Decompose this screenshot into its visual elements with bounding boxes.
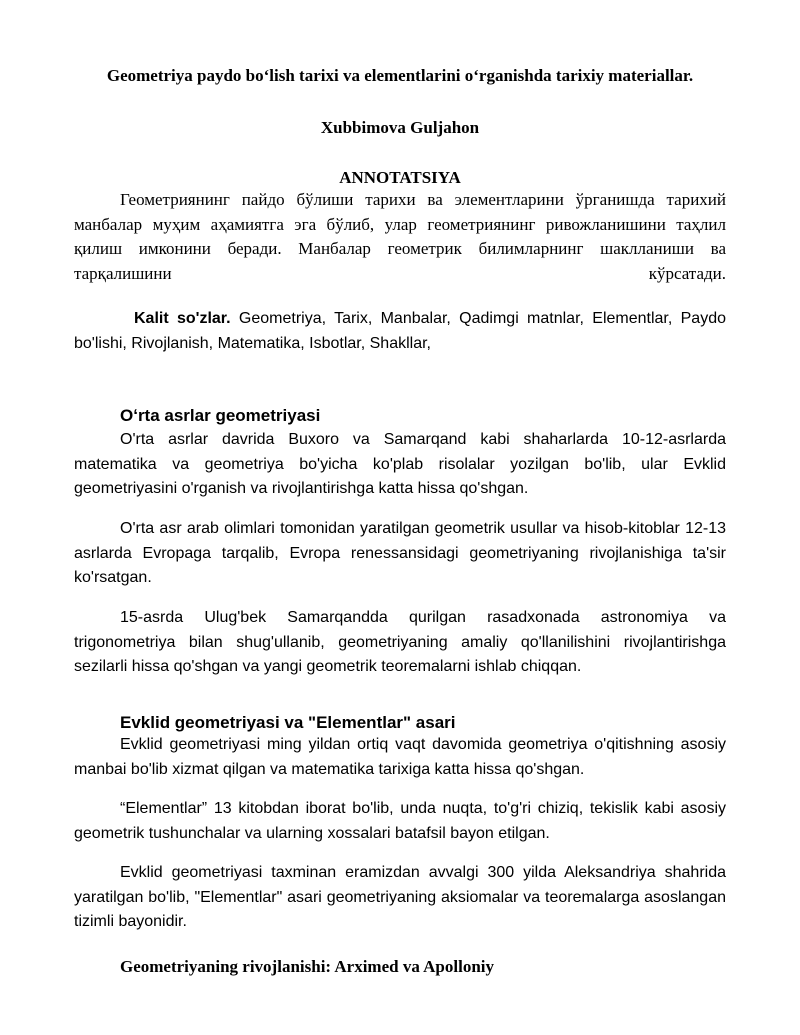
paragraph: O'rta asr arab olimlari tomonidan yaratilgan geometrik usullar va hisob-kitoblar 12-13 asrlarda Evropaga tarqalib, Evropa renessansidagi geometriyaning rivojlanishiga ta'sir ko'rsatgan. <box>74 520 726 586</box>
paragraph: Evklid geometriyasi ming yildan ortiq vaqt davomida geometriya o'qitishning asosiy manbai bo'lib xizmat qilgan va matematika tarixiga katta hissa qo'shgan. <box>74 736 726 778</box>
document-title: Geometriya paydo boʻlish tarixi va elementlarini oʻrganishda tarixiy materiallar. <box>106 66 694 85</box>
keywords-label: Kalit so'zlar. <box>134 310 231 327</box>
section-heading-euclid: Evklid geometriyasi va "Elementlar" asari <box>120 713 456 732</box>
paragraph: 15-asrda Ulug'bek Samarqandda qurilgan rasadxonada astronomiya va trigonometriya bilan shug'ullanib, geometriyaning amaliy qo'llanilishini rivojlantirishga sezilarli hissa qo'shgan va yangi geometrik teoremalarni ishlab chiqqan. <box>74 609 726 675</box>
section-heading-archimedes: Geometriyaning rivojlanishi: Arximed va Apolloniy <box>120 957 495 976</box>
keywords-text: Geometriya, Tarix, Manbalar, Qadimgi matnlar, Elementlar, Paydo bo'lishi, Rivojlanish, Matematika, Isbotlar, Shakllar, <box>74 310 726 352</box>
annotation-heading: ANNOTATSIYA <box>339 168 461 187</box>
author-name: Xubbimova Guljahon <box>320 118 480 137</box>
paragraph: Evklid geometriyasi taxminan eramizdan avvalgi 300 yilda Aleksandriya shahrida yaratilgan bo'lib, "Elementlar" asari geometriyaning aksiomalar va teoremalarga asoslangan tizimli bayonidir. <box>74 864 726 930</box>
annotation-text: Геометриянинг пайдо бўлиши тарихи ва элементларини ўрганишда тарихий манбалар муҳим аҳамиятга эга бўлиб, улар геометриянинг ривожланишини таҳлил қилиш имконини беради. Манбалар геометрик билимларнинг шаклланиши ва тарқалишини кўрсатади. <box>74 190 726 283</box>
section-heading-medieval: Oʻrta asrlar geometriyasi <box>120 406 321 425</box>
paragraph: O'rta asrlar davrida Buxoro va Samarqand kabi shaharlarda 10-12-asrlarda matematika va geometriya bo'yicha ko'plab risolalar yozilgan bo'lib, ular Evklid geometriyasini o'rganish va rivojlantirishga katta hissa qo'shgan. <box>74 431 726 497</box>
keywords-paragraph <box>74 307 726 356</box>
paragraph: “Elementlar” 13 kitobdan iborat bo'lib, unda nuqta, to'g'ri chiziq, tekislik kabi asosiy geometrik tushunchalar va ularning xossalari batafsil bayon etilgan. <box>74 800 726 842</box>
